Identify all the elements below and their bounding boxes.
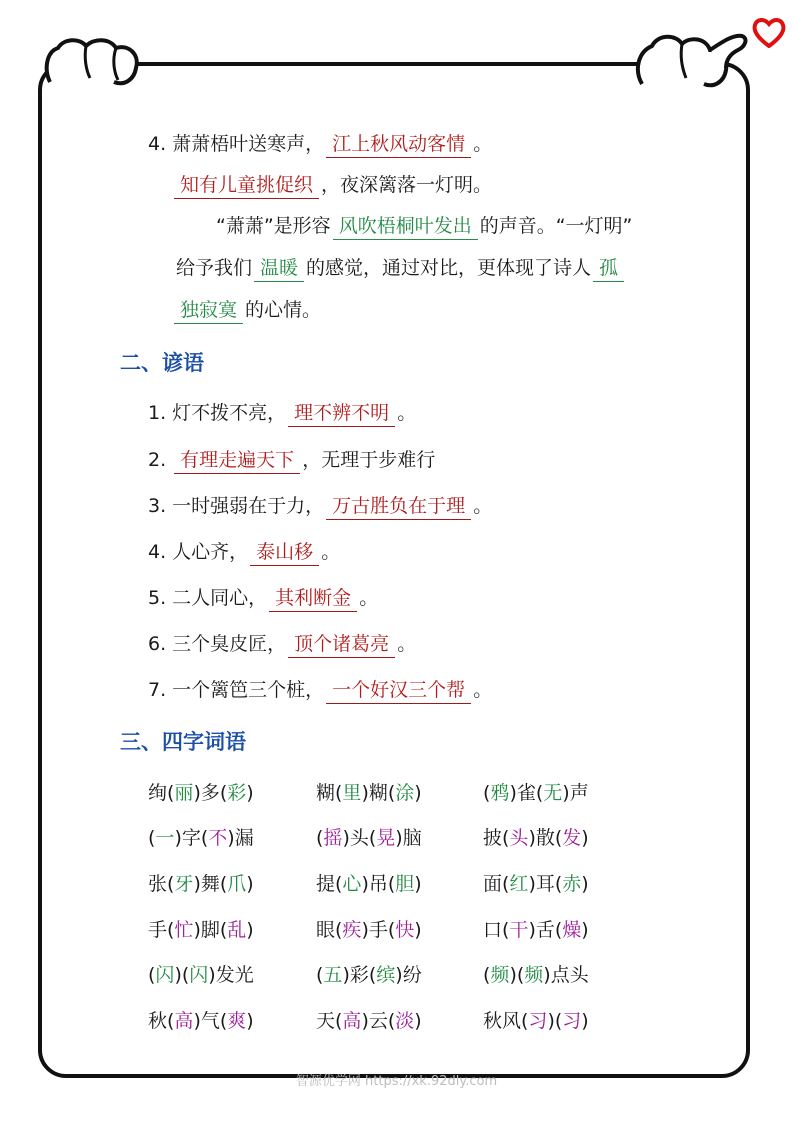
- idiom-answer: 闪: [155, 964, 175, 986]
- proverb-item: [148, 493, 492, 520]
- poem-line-3: [216, 213, 632, 240]
- answer-blank: 温暖: [254, 255, 304, 282]
- footer-watermark: 智源优学网 https://xk.92dly.com: [295, 1074, 498, 1089]
- idiom-text: )手(: [361, 919, 396, 941]
- proverb-text: 3. 一时强弱在于力，: [148, 495, 325, 517]
- idiom-answer: 心: [342, 873, 362, 895]
- idiom-answer: 干: [509, 919, 529, 941]
- idiom-answer: 红: [509, 873, 529, 895]
- section-heading-proverbs: [120, 347, 204, 377]
- poem-text: 给予我们: [176, 257, 253, 279]
- poem-text: “萧萧”是形容: [216, 215, 331, 237]
- idiom-answer: 发: [562, 827, 582, 849]
- proverb-text: 。: [397, 402, 417, 424]
- idiom-text: )(: [547, 1010, 563, 1032]
- idiom-text: 眼(: [316, 919, 343, 941]
- idiom-text: ): [581, 873, 589, 895]
- idiom-text: (: [148, 964, 156, 986]
- idiom-text: 口(: [483, 919, 510, 941]
- idiom-answer: 晃: [376, 827, 396, 849]
- idiom-answer: 高: [174, 1010, 194, 1032]
- idiom-answer: 头: [509, 827, 529, 849]
- idiom-text: (: [483, 782, 491, 804]
- idiom-answer: 摇: [323, 827, 343, 849]
- idiom-text: (: [483, 964, 491, 986]
- idiom-answer: 习: [528, 1010, 548, 1032]
- section-title: 三、四字词语: [120, 730, 246, 754]
- idiom-answer: 赤: [562, 873, 582, 895]
- idiom-text: 面(: [483, 873, 510, 895]
- idiom-text: 提(: [316, 873, 343, 895]
- proverb-item: [148, 585, 378, 612]
- idiom-answer: 忙: [174, 919, 194, 941]
- idiom-text: ): [246, 782, 254, 804]
- proverb-item: [148, 400, 416, 427]
- poem-text: 的感觉，通过对比，更体现了诗人: [306, 257, 592, 279]
- idiom-text: )纷: [395, 964, 422, 986]
- answer-blank: 其利断金: [269, 585, 357, 612]
- poem-line-4: [176, 255, 626, 282]
- idiom-text: 天(: [316, 1010, 343, 1032]
- idiom-text: 绚(: [148, 782, 175, 804]
- idiom-text: )脑: [395, 827, 422, 849]
- idiom-answer: 高: [342, 1010, 362, 1032]
- idiom-item: [483, 962, 589, 988]
- idiom-answer: 一: [155, 827, 175, 849]
- idiom-text: ): [414, 873, 422, 895]
- idiom-text: ): [581, 919, 589, 941]
- proverb-item: [148, 677, 492, 704]
- idiom-text: 披(: [483, 827, 510, 849]
- idiom-item: [148, 962, 254, 988]
- poem-text: 的声音。“一灯明”: [479, 215, 633, 237]
- poem-line-1: [148, 131, 492, 158]
- idiom-item: [483, 1008, 589, 1034]
- idiom-answer: 牙: [174, 873, 194, 895]
- idiom-answer: 鸦: [490, 782, 510, 804]
- idiom-text: )发光: [208, 964, 254, 986]
- idiom-item: [148, 780, 254, 806]
- answer-blank: 江上秋风动客情: [326, 131, 471, 158]
- idiom-text: )声: [562, 782, 589, 804]
- idiom-text: )字(: [174, 827, 209, 849]
- poem-text: 的心情。: [245, 299, 322, 321]
- idiom-text: ): [246, 1010, 254, 1032]
- proverb-item: [148, 631, 416, 658]
- idiom-answer: 疾: [342, 919, 362, 941]
- proverb-text: 。: [397, 633, 417, 655]
- idiom-text: )头(: [342, 827, 377, 849]
- proverb-text: 1. 灯不拨不亮，: [148, 402, 287, 424]
- answer-blank: 独寂寞: [174, 297, 243, 324]
- idiom-answer: 不: [208, 827, 228, 849]
- idiom-text: )点头: [543, 964, 589, 986]
- idiom-text: (: [148, 827, 156, 849]
- idiom-text: 张(: [148, 873, 175, 895]
- idiom-answer: 丽: [174, 782, 194, 804]
- idiom-item: [148, 917, 254, 943]
- idiom-answer: 燥: [562, 919, 582, 941]
- idiom-text: )彩(: [342, 964, 377, 986]
- idiom-answer: 频: [524, 964, 544, 986]
- idiom-answer: 频: [490, 964, 510, 986]
- idiom-text: )舞(: [193, 873, 228, 895]
- idiom-item: [316, 962, 422, 988]
- idiom-item: [148, 1008, 254, 1034]
- idiom-answer: 彩: [227, 782, 247, 804]
- proverb-text: 。: [359, 587, 379, 609]
- answer-blank: 孤: [593, 255, 624, 282]
- answer-blank: 风吹梧桐叶发出: [333, 213, 478, 240]
- proverb-text: 2.: [148, 449, 173, 471]
- answer-blank: 知有儿童挑促织: [174, 172, 319, 199]
- proverb-text: 7. 一个篱笆三个桩，: [148, 679, 325, 701]
- idiom-text: )(: [509, 964, 525, 986]
- idiom-item: [148, 871, 254, 897]
- proverb-text: 6. 三个臭皮匠，: [148, 633, 287, 655]
- proverb-text: 。: [473, 495, 493, 517]
- idiom-text: ): [246, 873, 254, 895]
- idiom-answer: 习: [562, 1010, 582, 1032]
- idiom-text: 秋(: [148, 1010, 175, 1032]
- idiom-text: ): [414, 782, 422, 804]
- idiom-item: [316, 780, 422, 806]
- idiom-item: [483, 825, 589, 851]
- idiom-text: )糊(: [361, 782, 396, 804]
- idiom-answer: 闪: [189, 964, 209, 986]
- idiom-text: )漏: [227, 827, 254, 849]
- proverb-text: 5. 二人同心，: [148, 587, 268, 609]
- proverb-text: 。: [473, 679, 493, 701]
- idiom-answer: 胆: [395, 873, 415, 895]
- answer-blank: 理不辨不明: [288, 400, 395, 427]
- idiom-answer: 快: [395, 919, 415, 941]
- idiom-text: ): [414, 1010, 422, 1032]
- idiom-text: )气(: [193, 1010, 228, 1032]
- idiom-answer: 乱: [227, 919, 247, 941]
- section-heading-idioms: [120, 726, 246, 756]
- idiom-text: )耳(: [528, 873, 563, 895]
- proverb-text: 4. 人心齐，: [148, 541, 249, 563]
- idiom-text: ): [246, 919, 254, 941]
- idiom-text: )(: [174, 964, 190, 986]
- poem-text: ，夜深篱落一灯明。: [321, 174, 493, 196]
- idiom-item: [148, 825, 254, 851]
- idiom-item: [483, 917, 589, 943]
- answer-blank: 一个好汉三个帮: [326, 677, 471, 704]
- answer-blank: 有理走遍天下: [174, 447, 300, 474]
- answer-blank: 万古胜负在于理: [326, 493, 471, 520]
- idiom-text: )舌(: [528, 919, 563, 941]
- idiom-answer: 里: [342, 782, 362, 804]
- idiom-text: ): [414, 919, 422, 941]
- right-cartoon-hand-icon: [630, 24, 760, 94]
- idiom-text: 糊(: [316, 782, 343, 804]
- left-cartoon-hand-icon: [40, 30, 150, 90]
- idiom-text: 手(: [148, 919, 175, 941]
- idiom-text: )散(: [528, 827, 563, 849]
- poem-text: 4. 萧萧梧叶送寒声，: [148, 133, 325, 155]
- idiom-answer: 涂: [395, 782, 415, 804]
- idiom-answer: 爽: [227, 1010, 247, 1032]
- idiom-item: [316, 871, 422, 897]
- idiom-text: )多(: [193, 782, 228, 804]
- idiom-text: )云(: [361, 1010, 396, 1032]
- answer-blank: 顶个诸葛亮: [288, 631, 395, 658]
- idiom-answer: 无: [543, 782, 563, 804]
- poem-line-5: [172, 297, 321, 324]
- idiom-text: (: [316, 827, 324, 849]
- proverb-text: 。: [321, 541, 341, 563]
- idiom-item: [316, 917, 422, 943]
- answer-blank: 泰山移: [250, 539, 319, 566]
- idiom-text: (: [316, 964, 324, 986]
- proverb-item: [148, 447, 435, 474]
- idiom-text: 秋风(: [483, 1010, 529, 1032]
- section-title: 二、谚语: [120, 351, 204, 375]
- idiom-item: [483, 871, 589, 897]
- idiom-text: ): [581, 827, 589, 849]
- heart-icon: [752, 16, 786, 48]
- idiom-answer: 爪: [227, 873, 247, 895]
- idiom-answer: 淡: [395, 1010, 415, 1032]
- idiom-text: )脚(: [193, 919, 228, 941]
- idiom-text: )雀(: [509, 782, 544, 804]
- idiom-item: [316, 825, 422, 851]
- idiom-item: [316, 1008, 422, 1034]
- poem-line-2: [172, 172, 492, 199]
- idiom-text: ): [581, 1010, 589, 1032]
- proverb-item: [148, 539, 340, 566]
- idiom-answer: 缤: [376, 964, 396, 986]
- idiom-item: [483, 780, 589, 806]
- idiom-answer: 五: [323, 964, 343, 986]
- proverb-text: ，无理于步难行: [302, 449, 436, 471]
- idiom-text: )吊(: [361, 873, 396, 895]
- poem-text: 。: [473, 133, 493, 155]
